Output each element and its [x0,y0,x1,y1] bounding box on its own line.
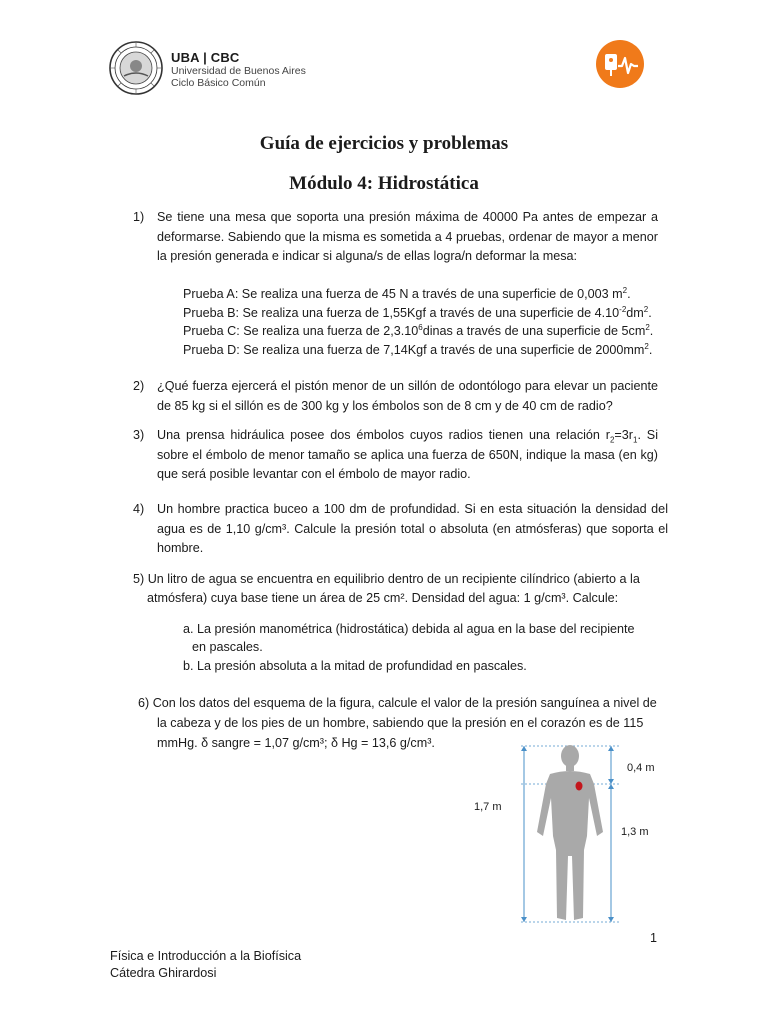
page-header [108,40,668,120]
heart-icon [576,782,583,791]
problem-5-line-1: 5) Un litro de agua se encuentra en equilibrio dentro de un recipiente cilíndrico (abierto a la [133,572,640,586]
problem-5-item-b: b. La presión absoluta a la mitad de profundidad en pascales. [183,659,527,673]
problem-2-text: ¿Qué fuerza ejercerá el pistón menor de un sillón de odontólogo para elevar un paciente de 85 kg si el sillón es de 300 kg y los émbolos son de 8 cm y de 40 cm de radio? [157,379,658,413]
university-name: Universidad de Buenos Aires [171,65,306,77]
uba-cbc-label: UBA | CBC [171,50,240,65]
problem-4-text: Un hombre practica buceo a 100 dm de profundidad. Si en esta situación la densidad del agua es de 1,10 g/cm³. Calcule la presión total o absoluta (en atmósferas) que soporta el hombre. [157,502,668,555]
problem-5-item-a-cont: en pascales. [192,640,263,654]
prueba-c: Prueba C: Se realiza una fuerza de 2,3.10$^6$dinas a través de una superficie de $5cm^2$. [183,322,654,338]
human-silhouette [537,745,603,920]
problem-3-text: Una prensa hidráulica posee dos émbolos cuyos radios tienen una relación $r_2=3r_1$. Si sobre el émbolo de menor tamaño se aplica una fuerza de 650N, indique la masa (en kg) que será posible levantar con el émbolo de mayor radio. [157,428,658,481]
label-feet-distance: 1,3 m [621,826,649,838]
prueba-d: Prueba D: Se realiza una fuerza de 7,14Kgf a través de una superficie de $2000mm^2$. [183,341,653,357]
prueba-a: Prueba A: Se realiza una fuerza de 45 N a través de una superficie de 0,003 $m^2$. [183,285,631,301]
biophysics-logo-icon [596,40,644,88]
module-title: Módulo 4: Hidrostática [289,173,479,194]
problem-5-item-a: a. La presión manométrica (hidrostática) debida al agua en la base del recipiente [183,622,635,636]
footer [110,948,301,982]
footer-course: Física e Introducción a la Biofísica [110,949,302,963]
problem-2-number: 2) [133,379,145,393]
problem-1-text: Se tiene una mesa que soporta una presión máxima de 40000 Pa antes de empezar a deformarse. Sabiendo que la misma es sometida a 4 pruebas, ordenar de mayor a menor la presión generada e indicar si alguna/s de ellas logra/n deformar la mesa: [157,210,658,263]
uba-logo-text [171,50,306,89]
problem-5-line-2: atmósfera) cuya base tiene un área de 25 cm². Densidad del agua: 1 g/cm³. Calcule: [147,591,619,605]
footer-chair: Cátedra Ghirardosi [110,966,217,980]
problem-6-line-2: la cabeza y de los pies de un hombre, sabiendo que la presión en el corazón es de 115 [157,716,644,730]
page-title: Guía de ejercicios y problemas [259,133,509,154]
problem-4-number: 4) [133,502,145,516]
label-head-distance: 0,4 m [627,762,655,774]
uba-seal-icon [108,40,164,96]
cycle-name: Ciclo Básico Común [171,77,266,89]
label-total-height: 1,7 m [474,801,502,813]
problem-6-line-3: mmHg. δ sangre = 1,07 g/cm³; δ Hg = 13,6 g/cm³. [157,736,435,750]
problem-1-number: 1) [133,210,145,224]
problem-6-line-1: 6) Con los datos del esquema de la figura, calcule el valor de la presión sanguínea a nivel de [138,696,657,710]
page-number: 1 [650,931,658,945]
prueba-b: Prueba B: Se realiza una fuerza de 1,55Kgf a través de una superficie de $4.10^{-2}dm^2$. [183,304,652,320]
problem-3-number: 3) [133,428,145,442]
